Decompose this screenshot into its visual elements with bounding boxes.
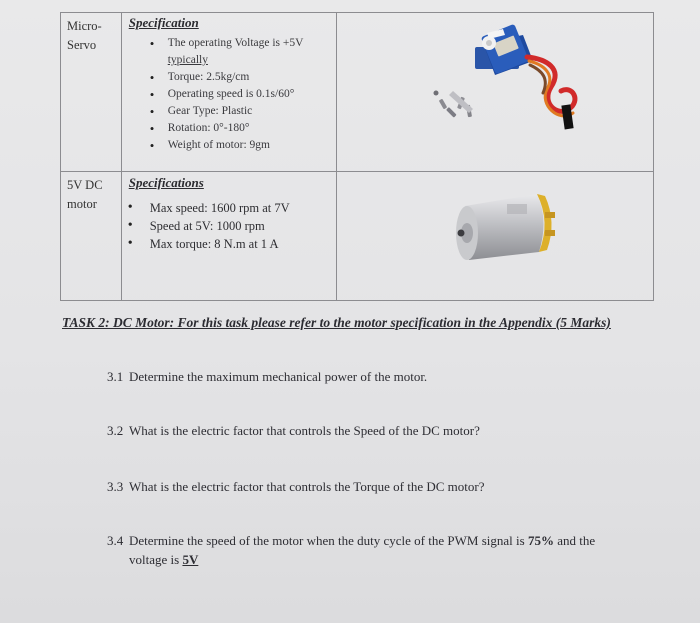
- motor-name-line2: motor: [67, 197, 97, 211]
- servo-name-cell: [61, 13, 122, 172]
- specification-table: [60, 12, 654, 301]
- question-3-3: [107, 477, 667, 496]
- servo-image: [337, 13, 653, 167]
- question-3-4-text-before: Determine the speed of the motor when the duty cycle of the PWM signal is: [129, 533, 525, 548]
- question-3-4-text-middle: and the: [557, 533, 596, 548]
- question-3-1-number: 3.1: [107, 369, 124, 384]
- servo-spec-voltage: [150, 35, 336, 69]
- servo-wires: [527, 57, 575, 129]
- motor-name-cell: [61, 172, 122, 301]
- servo-spec-speed: • Operating speed is 0.1s/60°: [150, 86, 336, 103]
- question-3-2: [107, 421, 667, 440]
- question-3-3-text: What is the electric factor that controls the Torque of the DC motor?: [129, 479, 485, 494]
- servo-screws: [434, 91, 474, 118]
- servo-spec-weight: • Weight of motor: 9gm: [150, 137, 336, 154]
- question-3-2-text: What is the electric factor that controls the Speed of the DC motor?: [129, 423, 480, 438]
- question-3-4: [107, 531, 667, 569]
- servo-image-cell: [337, 13, 654, 172]
- motor-spec-list: [116, 199, 330, 253]
- question-3-1-text: Determine the maximum mechanical power of the motor.: [129, 369, 428, 384]
- motor-spec-max-torque: • Max torque: 8 N.m at 1 A: [122, 235, 330, 253]
- servo-spec-voltage-text: The operating Voltage is +5V: [167, 37, 304, 49]
- motor-spec-title: Specifications: [128, 175, 204, 190]
- servo-body: [475, 24, 533, 75]
- question-3-2-number: 3.2: [107, 423, 124, 438]
- servo-spec-torque: • Torque: 2.5kg/cm: [150, 69, 336, 86]
- question-3-4-line2: [107, 550, 667, 569]
- motor-spec-speed-5v: • Speed at 5V: 1000 rpm: [122, 217, 330, 235]
- question-3-1: [107, 367, 667, 386]
- servo-spec-rotation: • Rotation: 0°-180°: [150, 120, 336, 137]
- question-3-4-duty-cycle: 75%: [527, 533, 554, 548]
- servo-spec-list: [122, 35, 336, 154]
- motor-name-line1: 5V DC: [67, 178, 103, 192]
- question-3-3-number: 3.3: [107, 479, 124, 494]
- task-heading: TASK 2: DC Motor: For this task please refer to the motor specification in the Appendix (5 Marks): [62, 315, 611, 330]
- motor-image-cell: [337, 172, 654, 301]
- servo-name-line1: Micro-: [67, 19, 102, 33]
- dc-motor-image: [337, 172, 653, 296]
- motor-row: [61, 172, 654, 301]
- servo-spec-cell: [121, 13, 336, 172]
- motor-spec-cell: [121, 172, 336, 301]
- servo-spec-gear: • Gear Type: Plastic: [150, 103, 336, 120]
- dc-motor-body: [456, 194, 555, 260]
- servo-spec-title: Specification: [128, 15, 199, 30]
- question-3-4-voltage: 5V: [182, 552, 199, 567]
- servo-spec-voltage-typically: typically: [167, 54, 208, 66]
- motor-spec-max-speed: • Max speed: 1600 rpm at 7V: [122, 199, 330, 217]
- servo-row: [61, 13, 654, 172]
- question-3-4-text-line2: voltage is: [129, 552, 180, 567]
- servo-name-line2: Servo: [67, 38, 97, 52]
- question-3-4-number: 3.4: [107, 533, 124, 548]
